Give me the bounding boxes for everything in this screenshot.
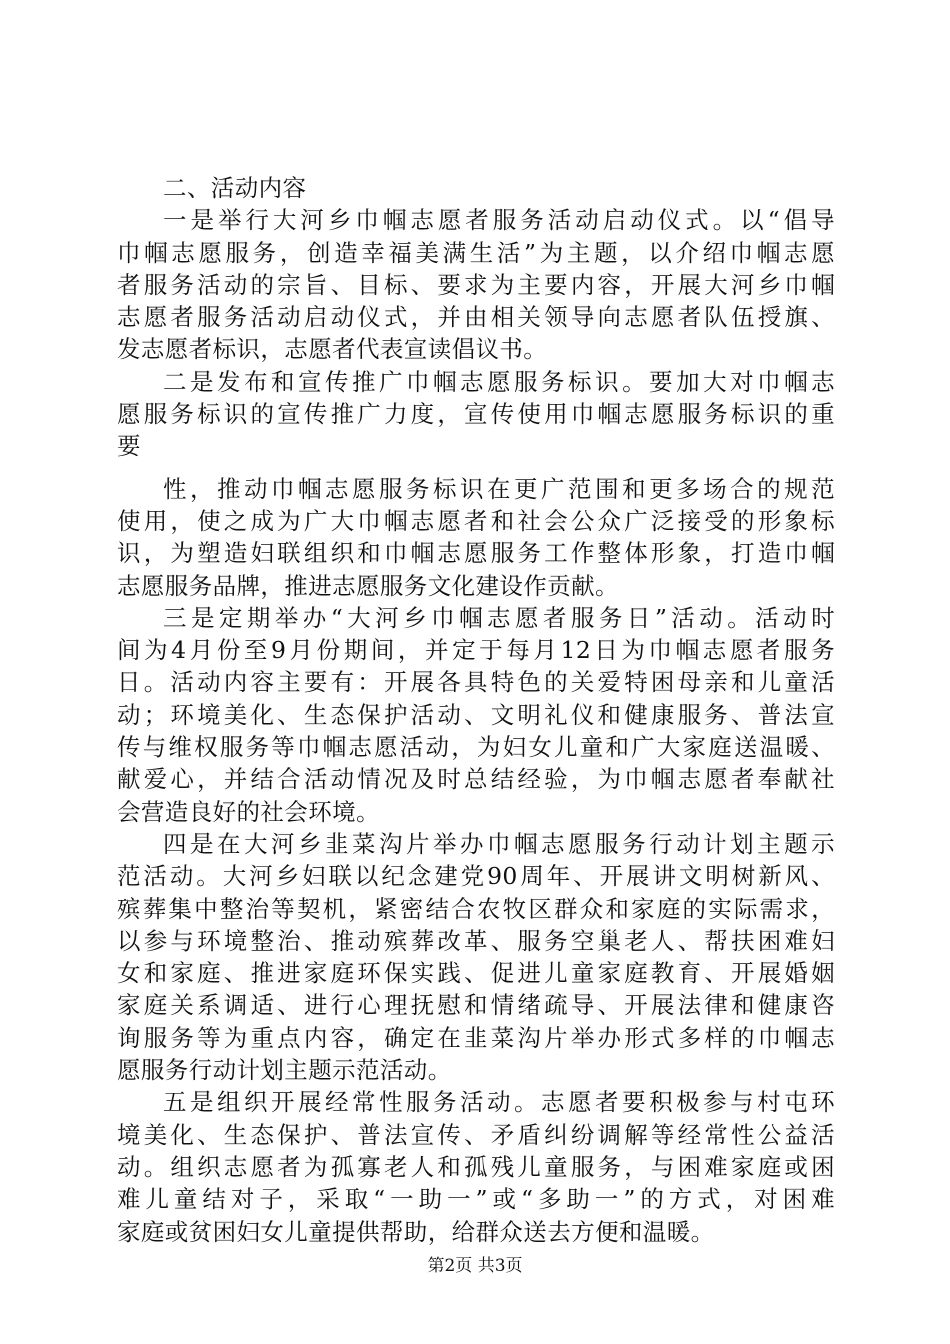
paragraph-2-line: 愿服务标识的宣传推广力度，宣传使用巾帼志愿服务标识的重 (117, 400, 835, 429)
paragraph-gap (117, 463, 835, 473)
paragraph-2-line: 二是发布和宣传推广巾帼志愿服务标识。要加大对巾帼志 (163, 367, 835, 396)
paragraph-1-line: 志愿者服务活动启动仪式，并由相关领导向志愿者队伍授旗、 (117, 303, 835, 332)
paragraph-5-line: 以参与环境整治、推动殡葬改革、服务空巢老人、帮扶困难妇 (117, 926, 835, 955)
paragraph-1-line: 巾帼志愿服务，创造幸福美满生活”为主题，以介绍巾帼志愿 (117, 238, 835, 267)
document-body (117, 172, 835, 1248)
paragraph-2-line: 要 (117, 432, 141, 461)
paragraph-5-line: 愿服务行动计划主题示范活动。 (117, 1056, 452, 1085)
paragraph-4-line: 动；环境美化、生态保护活动、文明礼仪和健康服务、普法宣 (117, 700, 835, 729)
paragraph-6-line: 动。组织志愿者为孤寡老人和孤残儿童服务，与困难家庭或困 (117, 1152, 835, 1181)
paragraph-5-line: 询服务等为重点内容，确定在韭菜沟片举办形式多样的巾帼志 (117, 1023, 835, 1052)
paragraph-4-line: 三是定期举办“大河乡巾帼志愿者服务日”活动。活动时 (163, 603, 835, 632)
paragraph-4-line: 间为4月份至9月份期间，并定于每月12日为巾帼志愿者服务 (117, 636, 835, 665)
paragraph-4-line: 日。活动内容主要有：开展各具特色的关爱特困母亲和儿童活 (117, 668, 835, 697)
paragraph-6-line: 五是组织开展经常性服务活动。志愿者要积极参与村屯环 (163, 1088, 835, 1117)
paragraph-4-line: 献爱心，并结合活动情况及时总结经验，为巾帼志愿者奉献社 (117, 765, 835, 794)
paragraph-5-line: 四是在大河乡韭菜沟片举办巾帼志愿服务行动计划主题示 (163, 829, 835, 858)
paragraph-6-line: 家庭或贫困妇女儿童提供帮助，给群众送去方便和温暖。 (117, 1217, 715, 1246)
paragraph-1-line: 发志愿者标识，志愿者代表宣读倡议书。 (117, 335, 548, 364)
page-number-footer: 第2页 共3页 (427, 1256, 523, 1276)
paragraph-4-line: 传与维权服务等巾帼志愿活动，为妇女儿童和广大家庭送温暖、 (117, 733, 835, 762)
paragraph-3-line: 使用，使之成为广大巾帼志愿者和社会公众广泛接受的形象标 (117, 506, 835, 535)
paragraph-3-line: 识，为塑造妇联组织和巾帼志愿服务工作整体形象，打造巾帼 (117, 539, 835, 568)
paragraph-1-line: 一是举行大河乡巾帼志愿者服务活动启动仪式。以“倡导 (163, 206, 835, 235)
paragraph-6-line: 境美化、生态保护、普法宣传、矛盾纠纷调解等经常性公益活 (117, 1120, 835, 1149)
paragraph-3-line: 志愿服务品牌，推进志愿服务文化建设作贡献。 (117, 571, 619, 600)
section-heading: 二、活动内容 (163, 174, 307, 202)
paragraph-4-line: 会营造良好的社会环境。 (117, 797, 380, 826)
paragraph-5-line: 家庭关系调适、进行心理抚慰和情绪疏导、开展法律和健康咨 (117, 991, 835, 1020)
paragraph-6-line: 难儿童结对子，采取“一助一”或“多助一”的方式，对困难 (117, 1185, 835, 1214)
paragraph-5-line: 殡葬集中整治等契机，紧密结合农牧区群众和家庭的实际需求， (117, 894, 835, 923)
paragraph-5-line: 范活动。大河乡妇联以纪念建党90周年、开展讲文明树新风、 (117, 862, 835, 891)
paragraph-5-line: 女和家庭、推进家庭环保实践、促进儿童家庭教育、开展婚姻 (117, 959, 835, 988)
paragraph-1-line: 者服务活动的宗旨、目标、要求为主要内容，开展大河乡巾帼 (117, 270, 835, 299)
paragraph-3-line: 性，推动巾帼志愿服务标识在更广范围和更多场合的规范 (163, 474, 835, 503)
